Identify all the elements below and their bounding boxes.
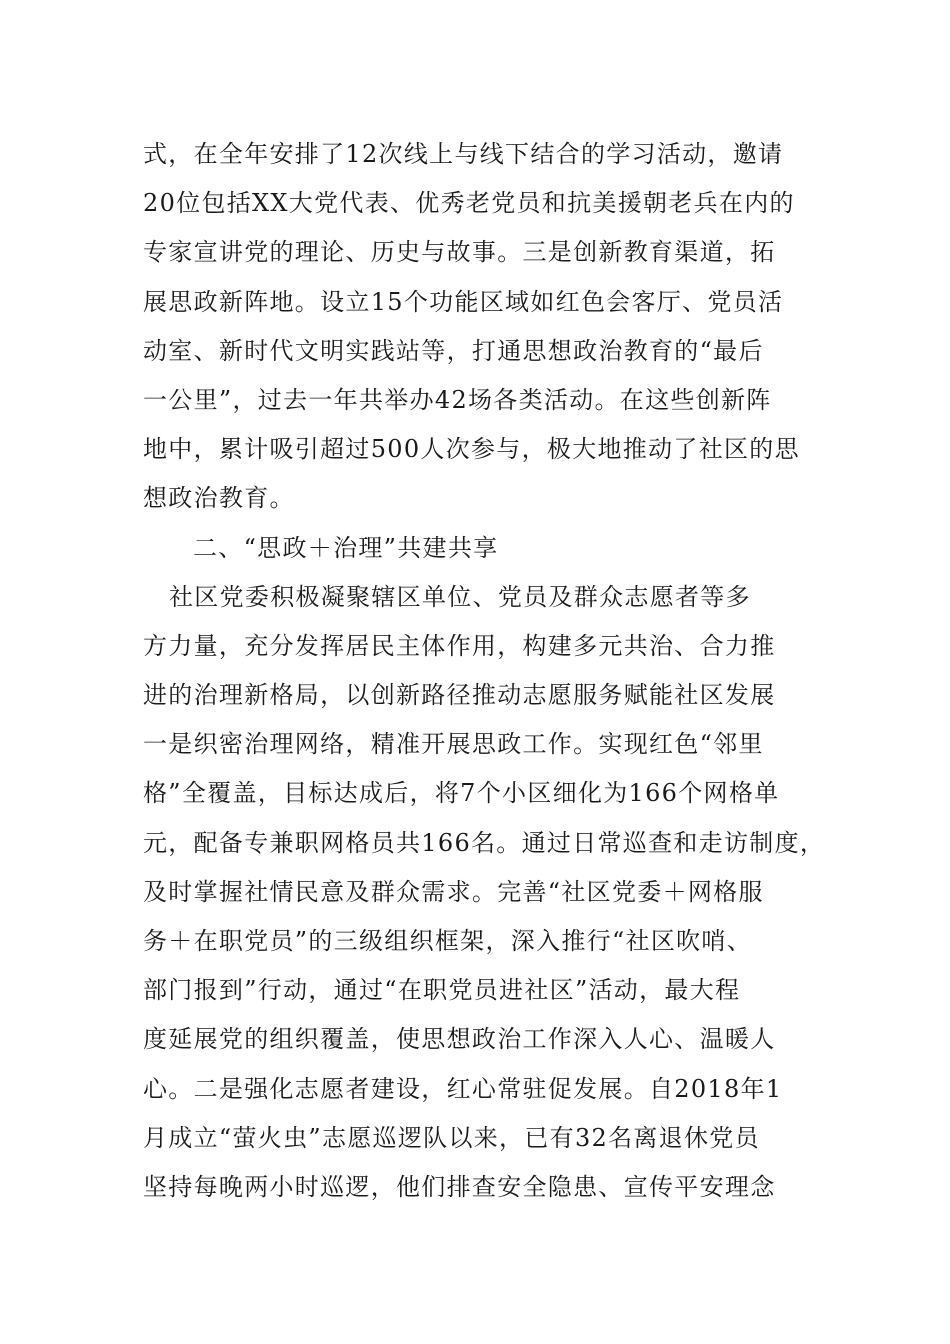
text-line: 元，配备专兼职网格员共166名。通过日常巡查和走访制度， (143, 828, 826, 857)
paragraph-first-line: 社区党委积极凝聚辖区单位、党员及群众志愿者等多 (169, 582, 751, 611)
text-line: 月成立“萤火虫”志愿巡逻队以来，已有32名离退休党员 (143, 1123, 760, 1152)
text-line: 展思政新阵地。设立15个功能区域如红色会客厅、党员活 (143, 287, 784, 316)
text-line: 20位包括XX大党代表、优秀老党员和抗美援朝老兵在内的 (143, 189, 795, 218)
text-line: 格”全覆盖，目标达成后，将7个小区细化为166个网格单 (143, 779, 780, 808)
text-line: 部门报到”行动，通过“在职党员进社区”活动，最大程 (143, 976, 741, 1005)
text-line: 坚持每晚两小时巡逻，他们排查安全隐患、宣传平安理念 (143, 1172, 776, 1201)
text-line: 度延展党的组织覆盖，使思想政治工作深入人心、温暖人 (143, 1025, 776, 1054)
text-line: 地中，累计吸引超过500人次参与，极大地推动了社区的思 (143, 435, 800, 464)
section-heading: 二、“思政＋治理”共建共享 (193, 533, 499, 562)
body-text (143, 130, 826, 1212)
text-line: 务＋在职党员”的三级组织框架，深入推行“社区吹哨、 (143, 927, 753, 955)
text-line: 式，在全年安排了12次线上与线下结合的学习活动，邀请 (143, 140, 784, 168)
text-line: 动室、新时代文明实践站等，打通思想政治教育的“最后 (143, 336, 764, 365)
text-line: 方力量，充分发挥居民主体作用，构建多元共治、合力推 (143, 631, 776, 660)
text-line: 心。二是强化志愿者建设，红心常驻促发展。自2018年1 (143, 1074, 783, 1103)
text-line: 专家宣讲党的理论、历史与故事。三是创新教育渠道，拓 (143, 238, 776, 267)
text-line: 一是织密治理网络，精准开展思政工作。实现红色“邻里 (143, 730, 764, 759)
text-line: 及时掌握社情民意及群众需求。完善“社区党委＋网格服 (143, 877, 764, 906)
text-line: 想政治教育。 (143, 484, 295, 513)
text-line: 一公里”，过去一年共举办42场各类活动。在这些创新阵 (143, 385, 772, 414)
text-line: 进的治理新格局，以创新路径推动志愿服务赋能社区发展 (143, 681, 776, 710)
